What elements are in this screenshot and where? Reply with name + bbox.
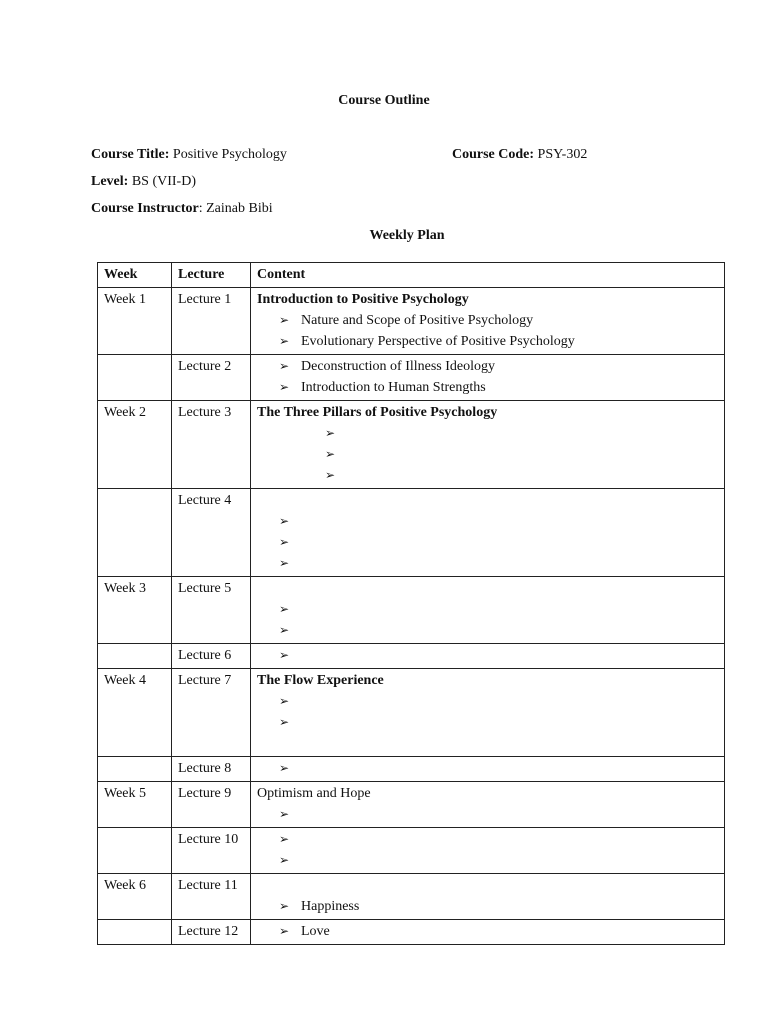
topic-heading: The Three Pillars of Positive Psychology [257, 405, 498, 420]
arrow-bullet-icon: ➢ [279, 514, 290, 528]
arrow-bullet-icon: ➢ [279, 556, 290, 570]
content-cell [251, 288, 725, 355]
instructor-line [91, 201, 273, 217]
lecture-cell: Lecture 9 [172, 782, 251, 828]
table-row [98, 920, 725, 945]
lecture-cell: Lecture 11 [172, 874, 251, 920]
level-value: BS (VII-D) [128, 174, 196, 189]
arrow-bullet-icon: ➢ [279, 535, 290, 549]
week-cell: Week 1 [98, 288, 172, 355]
table-row [98, 757, 725, 782]
table-row [98, 669, 725, 757]
arrow-bullet-icon: ➢ [279, 313, 290, 327]
lecture-cell: Lecture 10 [172, 828, 251, 874]
topic-list [257, 758, 718, 779]
lecture-cell: Lecture 4 [172, 489, 251, 577]
lecture-cell: Lecture 5 [172, 577, 251, 644]
list-item [257, 553, 718, 574]
week-cell: Week 3 [98, 577, 172, 644]
spacer [257, 578, 718, 599]
topic-list [257, 645, 718, 666]
level-line [91, 174, 196, 190]
table-row [98, 644, 725, 669]
list-item [257, 444, 718, 465]
page-title: Course Outline [338, 93, 430, 108]
arrow-bullet-icon: ➢ [279, 807, 290, 821]
table-row [98, 782, 725, 828]
header-content: Content [251, 263, 725, 288]
week-cell [98, 489, 172, 577]
content-cell [251, 669, 725, 757]
spacer [257, 733, 718, 754]
spacer [257, 875, 718, 896]
table-row [98, 828, 725, 874]
list-item-text: Love [301, 924, 330, 939]
table-row [98, 288, 725, 355]
list-item [257, 511, 718, 532]
arrow-bullet-icon: ➢ [279, 648, 290, 662]
topic-list [257, 423, 718, 486]
arrow-bullet-icon: ➢ [279, 602, 290, 616]
arrow-bullet-icon: ➢ [325, 468, 336, 482]
content-cell [251, 577, 725, 644]
arrow-bullet-icon: ➢ [325, 447, 336, 461]
spacer [257, 490, 718, 511]
weekly-plan-heading: Weekly Plan [369, 228, 445, 243]
lecture-cell: Lecture 12 [172, 920, 251, 945]
week-cell: Week 5 [98, 782, 172, 828]
topic-heading: The Flow Experience [257, 673, 384, 688]
lecture-cell: Lecture 3 [172, 401, 251, 489]
topic-list [257, 511, 718, 574]
table-row [98, 577, 725, 644]
arrow-bullet-icon: ➢ [279, 853, 290, 867]
arrow-bullet-icon: ➢ [279, 924, 290, 938]
week-cell: Week 4 [98, 669, 172, 757]
list-item [257, 850, 718, 871]
list-item [257, 712, 718, 733]
content-cell [251, 401, 725, 489]
lecture-cell: Lecture 1 [172, 288, 251, 355]
instructor-value: : Zainab Bibi [198, 201, 273, 216]
table-row [98, 489, 725, 577]
arrow-bullet-icon: ➢ [279, 715, 290, 729]
topic-list [257, 896, 718, 917]
list-item [257, 377, 718, 398]
topic-heading: Optimism and Hope [257, 786, 371, 801]
arrow-bullet-icon: ➢ [279, 694, 290, 708]
lecture-cell: Lecture 8 [172, 757, 251, 782]
list-item-text: Evolutionary Perspective of Positive Psychology [301, 334, 575, 349]
content-cell [251, 644, 725, 669]
list-item [257, 921, 718, 942]
list-item [257, 829, 718, 850]
list-item [257, 896, 718, 917]
list-item [257, 758, 718, 779]
content-cell [251, 489, 725, 577]
content-cell [251, 355, 725, 401]
lecture-cell: Lecture 2 [172, 355, 251, 401]
list-item [257, 532, 718, 553]
list-item [257, 691, 718, 712]
course-code-value: PSY-302 [534, 147, 588, 162]
table-row [98, 355, 725, 401]
arrow-bullet-icon: ➢ [279, 761, 290, 775]
topic-list [257, 599, 718, 641]
list-item [257, 804, 718, 825]
course-title-value: Positive Psychology [169, 147, 287, 162]
content-cell [251, 782, 725, 828]
weekly-plan-table [97, 262, 725, 945]
content-cell [251, 757, 725, 782]
topic-list [257, 356, 718, 398]
topic-list [257, 310, 718, 352]
course-title-line [91, 147, 287, 163]
list-item-text: Happiness [301, 899, 360, 914]
arrow-bullet-icon: ➢ [279, 380, 290, 394]
list-item [257, 465, 718, 486]
list-item-text: Deconstruction of Illness Ideology [301, 359, 496, 374]
list-item [257, 356, 718, 377]
topic-list [257, 921, 718, 942]
topic-heading: Introduction to Positive Psychology [257, 292, 469, 307]
course-title-label: Course Title: [91, 147, 170, 162]
list-item [257, 423, 718, 444]
arrow-bullet-icon: ➢ [279, 334, 290, 348]
level-label: Level: [91, 174, 129, 189]
list-item [257, 599, 718, 620]
list-item [257, 331, 718, 352]
list-item-text: Nature and Scope of Positive Psychology [301, 313, 534, 328]
lecture-cell: Lecture 6 [172, 644, 251, 669]
course-code-line [452, 147, 587, 163]
content-cell [251, 920, 725, 945]
topic-list [257, 691, 718, 733]
table-header-row [98, 263, 725, 288]
arrow-bullet-icon: ➢ [325, 426, 336, 440]
instructor-label: Course Instructor [91, 201, 199, 216]
content-cell [251, 828, 725, 874]
week-cell [98, 644, 172, 669]
table-row [98, 401, 725, 489]
week-cell [98, 920, 172, 945]
week-cell [98, 828, 172, 874]
course-code-label: Course Code: [452, 147, 535, 162]
week-cell: Week 2 [98, 401, 172, 489]
list-item [257, 310, 718, 331]
list-item [257, 620, 718, 641]
arrow-bullet-icon: ➢ [279, 832, 290, 846]
content-cell [251, 874, 725, 920]
list-item [257, 645, 718, 666]
table-row [98, 874, 725, 920]
list-item-text: Introduction to Human Strengths [301, 380, 486, 395]
week-cell: Week 6 [98, 874, 172, 920]
week-cell [98, 355, 172, 401]
topic-list [257, 804, 718, 825]
lecture-cell: Lecture 7 [172, 669, 251, 757]
week-cell [98, 757, 172, 782]
topic-list [257, 829, 718, 871]
header-lecture: Lecture [172, 263, 251, 288]
arrow-bullet-icon: ➢ [279, 899, 290, 913]
arrow-bullet-icon: ➢ [279, 359, 290, 373]
arrow-bullet-icon: ➢ [279, 623, 290, 637]
header-week: Week [98, 263, 172, 288]
